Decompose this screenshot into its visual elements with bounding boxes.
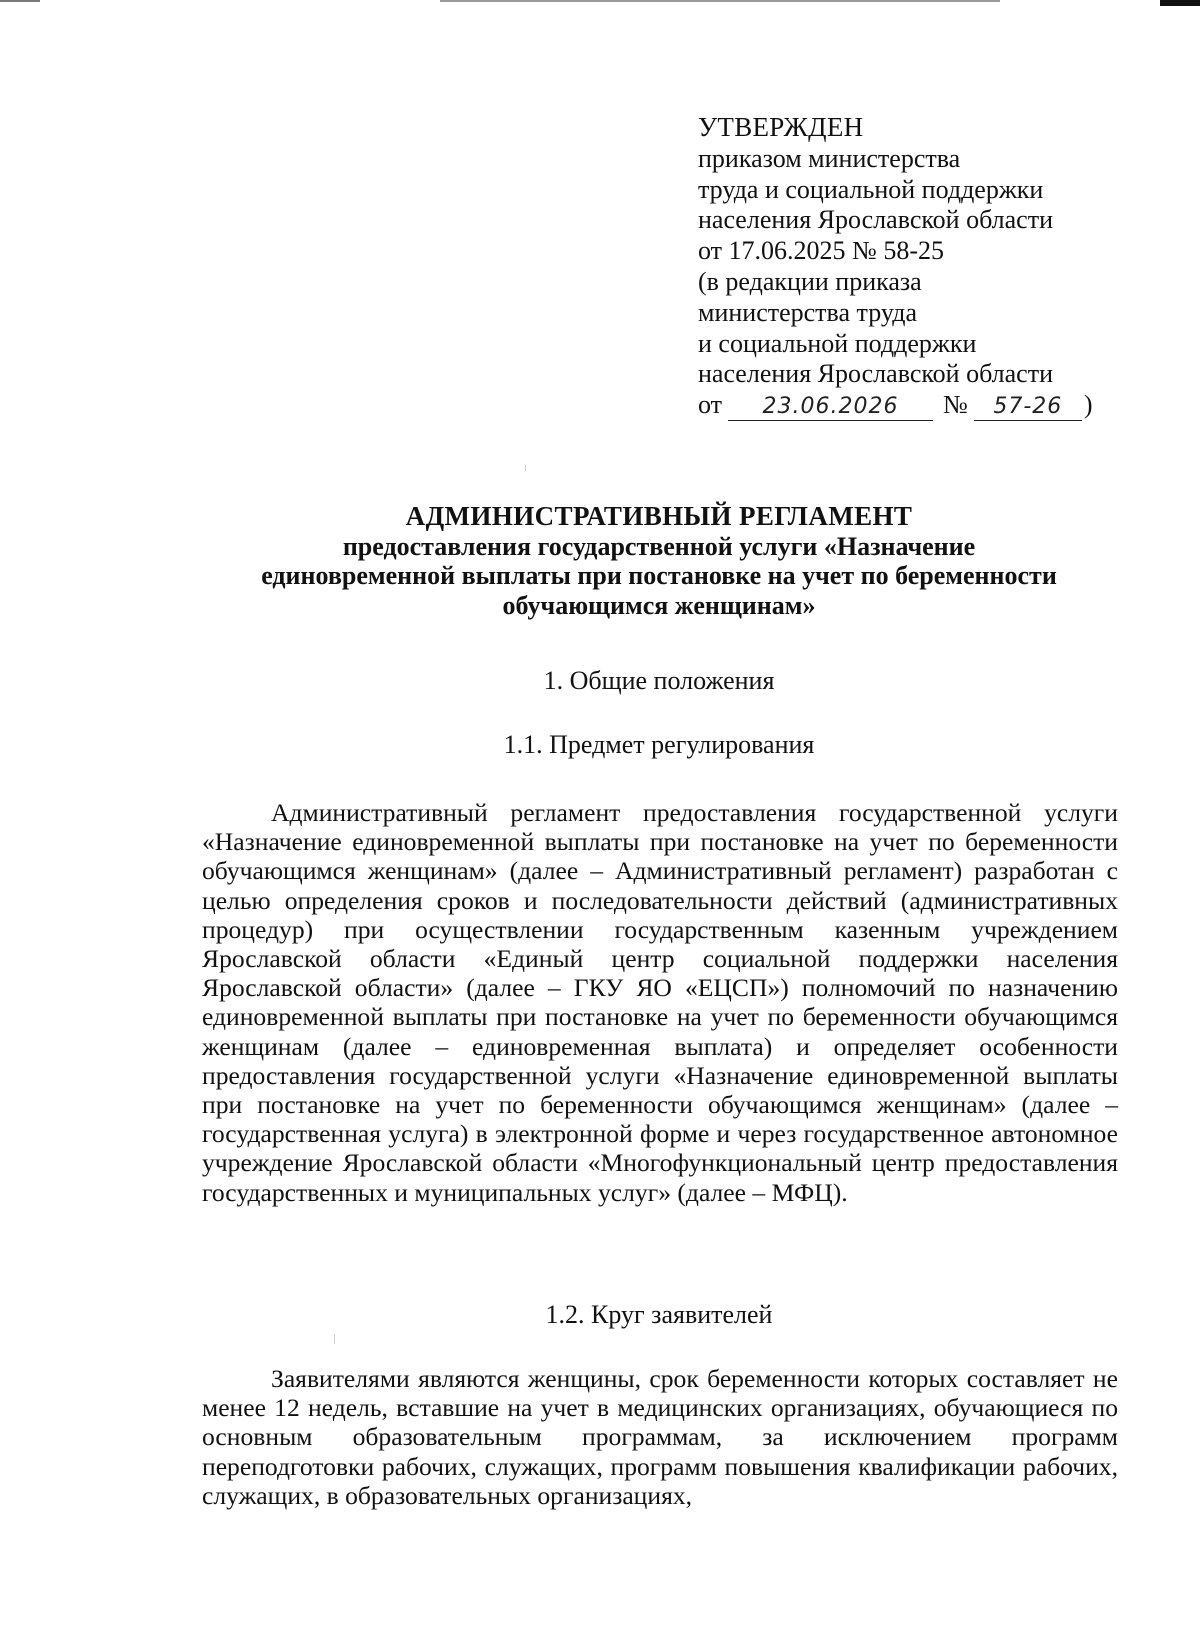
- applicants-paragraph: Заявителями являются женщины, срок беременности которых составляет не менее 12 недель, вставшие на учет в медицинских организациях, обучающиеся по основным образовательным программам, за исключением программ переподготовки рабочих, служащих, программ повышения квалификации рабочих, служащих, в образовательных организациях,: [202, 1364, 1118, 1510]
- closing-paren: ): [1083, 390, 1093, 420]
- scan-edge-mark-left: [0, 0, 40, 2]
- scan-speck: [525, 465, 526, 471]
- section-heading-subject: 1.1. Предмет регулирования: [503, 730, 815, 759]
- approval-line: населения Ярославской области: [698, 359, 1053, 389]
- number-label: №: [943, 390, 968, 420]
- approval-title: УТВЕРЖДЕН: [698, 112, 864, 142]
- approval-block: [698, 112, 1128, 421]
- document-subtitle-line: обучающимся женщинам»: [502, 590, 816, 620]
- approval-line: от 17.06.2025 № 58-25: [698, 236, 944, 266]
- approval-line: населения Ярославской области: [698, 205, 1053, 235]
- approval-line: (в редакции приказа: [698, 266, 922, 296]
- scan-speck: [334, 1334, 335, 1344]
- document-subtitle-line: предоставления государственной услуги «Назначение: [342, 531, 976, 561]
- number-blank: [974, 392, 1082, 421]
- subject-paragraph: Административный регламент предоставления государственной услуги «Назначение единовременной выплаты при постановке на учет по беременности обучающимся женщинам» (далее – Административный регламент) разработан с целью определения сроков и последовательности действий (административных процедур) при осуществлении государственным казенным учреждением Ярославской области «Единый центр социальной поддержки населения Ярославской области» (далее – ГКУ ЯО «ЕЦСП») полномочий по назначению единовременной выплаты при постановке на учет по беременности обучающимся женщинам (далее – единовременная выплата) и определяет особенности предоставления государственной услуги «Назначение единовременной выплаты при постановке на учет по беременности обучающимся женщинам» (далее – государственная услуга) в электронной форме и через государственное автономное учреждение Ярославской области «Многофункциональный центр предоставления государственных и муниципальных услуг» (далее – МФЦ).: [202, 798, 1118, 1207]
- handwritten-date: 23.06.2026: [762, 393, 899, 419]
- amendment-signature-row: [698, 390, 1128, 421]
- document-title-block: [200, 502, 1118, 620]
- scan-edge-mark-right: [1160, 0, 1200, 6]
- approval-line: труда и социальной поддержки: [698, 174, 1044, 204]
- approval-line: министерства труда: [698, 297, 917, 327]
- scan-edge-line: [440, 0, 1000, 2]
- date-blank: [728, 392, 933, 421]
- section-heading-applicants: 1.2. Круг заявителей: [545, 1300, 773, 1329]
- document-subtitle-line: единовременной выплаты при постановке на учет по беременности: [261, 561, 1057, 590]
- section-heading-general: 1. Общие положения: [543, 666, 775, 695]
- from-label: от: [698, 390, 723, 420]
- approval-line: и социальной поддержки: [698, 328, 977, 358]
- document-title: АДМИНИСТРАТИВНЫЙ РЕГЛАМЕНТ: [405, 501, 913, 531]
- handwritten-number: 57-26: [993, 393, 1063, 419]
- approval-line: приказом министерства: [698, 143, 961, 173]
